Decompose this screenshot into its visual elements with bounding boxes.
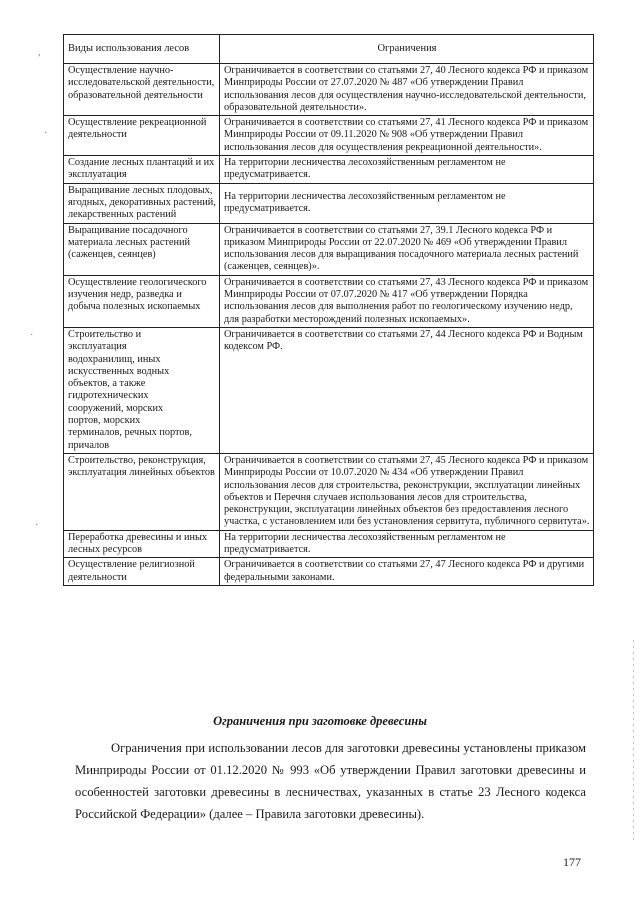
- forest-use-type: Выращивание лесных плодовых, ягодных, декоративных растений, лекарственных растений: [64, 183, 220, 223]
- section-heading: Ограничения при заготовке древесины: [213, 714, 427, 728]
- forest-use-type: Создание лесных плантаций и их эксплуатация: [64, 156, 220, 184]
- restrictions-table: [63, 34, 594, 586]
- forest-use-type: Осуществление религиозной деятельности: [64, 558, 220, 586]
- forest-use-type: Осуществление рекреационной деятельности: [64, 116, 220, 156]
- scan-edge: [633, 640, 634, 840]
- restriction-text: Ограничивается в соответствии со статьями 27, 47 Лесного кодекса РФ и другими федеральными законами.: [220, 558, 594, 586]
- forest-use-type: Выращивание посадочного материала лесных растений (саженцев, сеянцев): [64, 223, 220, 275]
- table-row: [64, 453, 594, 530]
- table-row: [64, 558, 594, 586]
- table-row: [64, 183, 594, 223]
- header-restrictions: Ограничения: [220, 35, 594, 64]
- restriction-text: На территории лесничества лесохозяйственным регламентом не предусматривается.: [220, 530, 594, 558]
- restriction-text: Ограничивается в соответствии со статьями 27, 39.1 Лесного кодекса РФ и приказом Минприроды России от 22.07.2020 № 469 «Об утверждении Правил использования лесов для выращивания посадочного материала лесных растений (саженцев, сеянцев)».: [220, 223, 594, 275]
- restriction-text: Ограничивается в соответствии со статьями 27, 41 Лесного кодекса РФ и приказом Минприроды России от 09.11.2020 № 908 «Об утверждении Правил использования лесов для осуществления рекреационной деятельности».: [220, 116, 594, 156]
- table-row: [64, 64, 594, 116]
- table-row: [64, 223, 594, 275]
- table-row: [64, 116, 594, 156]
- scan-speck: ·: [44, 128, 48, 139]
- table-header-row: [64, 35, 594, 64]
- scan-speck: ·: [30, 330, 34, 341]
- restriction-text: На территории лесничества лесохозяйственным регламентом не предусматривается.: [220, 183, 594, 223]
- restriction-text: На территории лесничества лесохозяйственным регламентом не предусматривается.: [220, 156, 594, 184]
- forest-use-type: Строительство, реконструкция, эксплуатация линейных объектов: [64, 453, 220, 530]
- table-row: [64, 327, 594, 453]
- restriction-text: Ограничивается в соответствии со статьями 27, 43 Лесного кодекса РФ и приказом Минприроды России от 07.07.2020 № 417 «Об утверждении Порядка использования лесов для выполнения работ по геологическому изучению недр, для разработки месторождений полезных ископаемых».: [220, 275, 594, 327]
- restriction-text: Ограничивается в соответствии со статьями 27, 44 Лесного кодекса РФ и Водным кодексом РФ.: [220, 327, 594, 453]
- restriction-text: Ограничивается в соответствии со статьями 27, 45 Лесного кодекса РФ и приказом Минприроды России от 10.07.2020 № 434 «Об утверждении Правил использования лесов для строительства, реконструкции, эксплуатации линейных объектов и Перечня случаев использования лесов для строительства, реконструкции, эксплуатации линейных объектов без предоставления лесного участка, с установлением или без установления сервитута, публичного сервитута».: [220, 453, 594, 530]
- scan-speck: ,: [38, 47, 41, 58]
- section-paragraph: Ограничения при использовании лесов для заготовки древесины установлены приказом Минприроды России от 01.12.2020 № 993 «Об утверждении Правил заготовки древесины и особенностей заготовки древесины в лесничествах, указанных в статье 23 Лесного кодекса Российской Федерации» (далее – Правила заготовки древесины).: [75, 741, 586, 821]
- forest-use-type: Осуществление геологического изучения недр, разведка и добыча полезных ископаемых: [64, 275, 220, 327]
- table-row: [64, 156, 594, 184]
- header-forest-use-type: Виды использования лесов: [64, 35, 220, 64]
- restriction-text: Ограничивается в соответствии со статьями 27, 40 Лесного кодекса РФ и приказом Минприроды России от 27.07.2020 № 487 «Об утверждении Правил использования лесов для осуществления научно-исследовательской деятельности, образовательной деятельности».: [220, 64, 594, 116]
- forest-use-type: Переработка древесины и иных лесных ресурсов: [64, 530, 220, 558]
- page-number: 177: [563, 855, 581, 869]
- table-row: [64, 275, 594, 327]
- scan-speck: ·: [35, 520, 39, 531]
- forest-use-type: Строительство и эксплуатация водохранилищ, иных искусственных водных объектов, а также гидротехнических сооружений, морских портов, морских терминалов, речных портов, причалов: [64, 327, 220, 453]
- table-row: [64, 530, 594, 558]
- forest-use-type: Осуществление научно-исследовательской деятельности, образовательной деятельности: [64, 64, 220, 116]
